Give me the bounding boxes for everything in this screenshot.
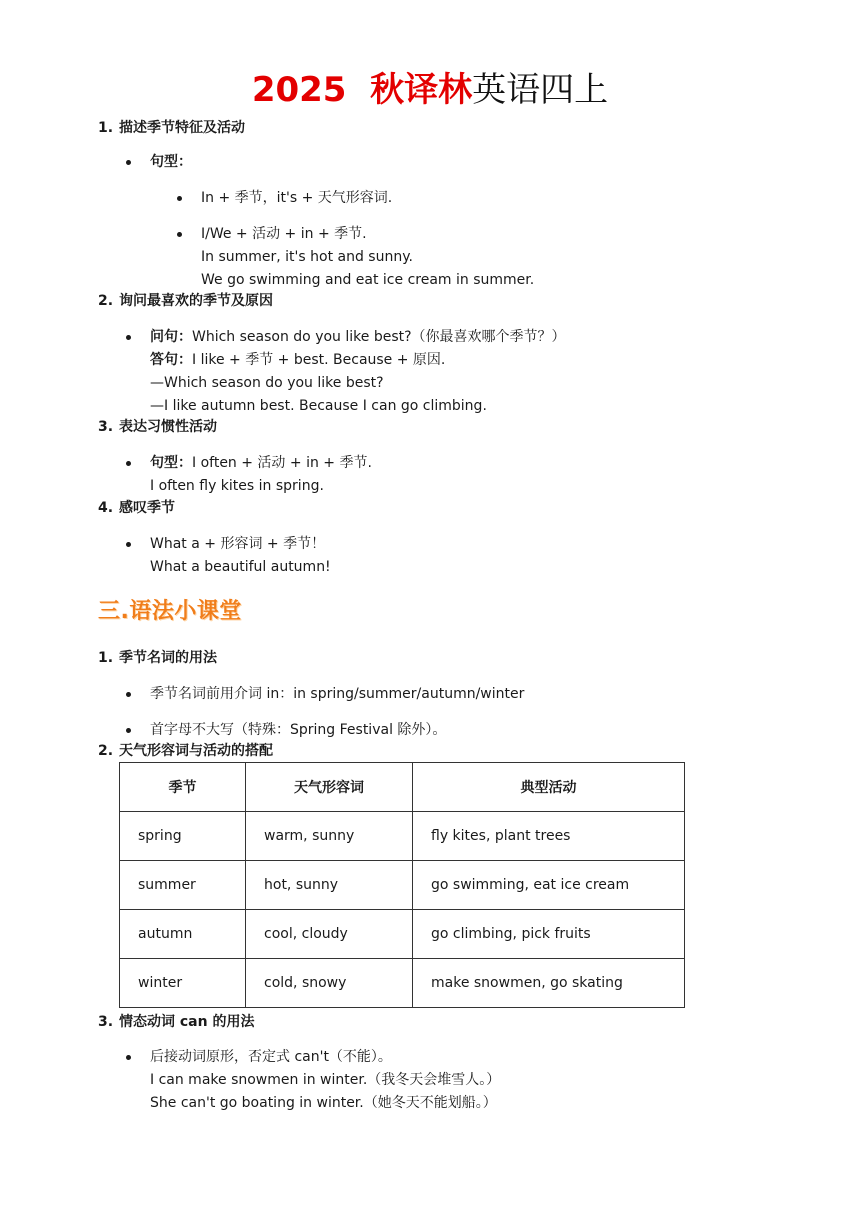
section-2-heading: 2. 询问最喜欢的季节及原因: [98, 293, 273, 309]
rule-line: 后接动词原形，否定式 can't（不能）。: [150, 1049, 392, 1065]
rule-line: 季节名词前用介词 in：in spring/summer/autumn/winter: [150, 686, 525, 702]
section-4-heading: 4. 感叹季节: [98, 500, 175, 516]
table-cell: hot, sunny: [246, 861, 413, 910]
table-row: [120, 910, 685, 959]
bullet-dot: [126, 160, 131, 165]
table-cell: fly kites, plant trees: [413, 812, 685, 861]
example-line: She can't go boating in winter.（她冬天不能划船。）: [150, 1095, 497, 1111]
rule-line: 首字母不大写（特殊：Spring Festival 除外）。: [150, 722, 447, 738]
dialogue-line: —I like autumn best. Because I can go climbing.: [150, 398, 487, 414]
bullet-dot: [177, 232, 182, 237]
grammar-1-heading: 1. 季节名词的用法: [98, 650, 217, 666]
example-line: We go swimming and eat ice cream in summer.: [201, 272, 535, 288]
season-table: [119, 762, 685, 1008]
example-line: What a beautiful autumn!: [150, 559, 331, 575]
table-cell: warm, sunny: [246, 812, 413, 861]
grammar-banner: 三.语法小课堂: [98, 599, 242, 624]
table-cell: spring: [120, 812, 246, 861]
table-header-cell: 天气形容词: [246, 763, 413, 812]
example-line: I often fly kites in spring.: [150, 478, 324, 494]
answer-line: 答句：I like + 季节 + best. Because + 原因.: [150, 352, 446, 368]
grammar-3-heading: 3. 情态动词 can 的用法: [98, 1014, 255, 1030]
table-header-cell: 典型活动: [413, 763, 685, 812]
section-3-heading: 3. 表达习惯性活动: [98, 419, 217, 435]
table-cell: make snowmen, go skating: [413, 959, 685, 1008]
title-subject: 英语四上: [472, 70, 609, 110]
table-cell: autumn: [120, 910, 246, 959]
bullet-dot: [126, 692, 131, 697]
grammar-2-heading: 2. 天气形容词与活动的搭配: [98, 743, 273, 759]
table-row: [120, 861, 685, 910]
dialogue-line: —Which season do you like best?: [150, 375, 384, 391]
bullet-dot: [126, 335, 131, 340]
example-line: I can make snowmen in winter.（我冬天会堆雪人。）: [150, 1072, 501, 1088]
table-header-row: [120, 763, 685, 812]
table-header-cell: 季节: [120, 763, 246, 812]
title-year: 2025: [251, 70, 347, 110]
bullet-dot: [126, 542, 131, 547]
bullet-dot: [177, 196, 182, 201]
pattern-line: What a + 形容词 + 季节！: [150, 536, 326, 552]
example-line: In summer, it's hot and sunny.: [201, 249, 413, 265]
pattern-line: I/We + 活动 + in + 季节.: [201, 226, 367, 242]
table-cell: cold, snowy: [246, 959, 413, 1008]
pattern-line: 句型：I often + 活动 + in + 季节.: [150, 455, 372, 471]
table-cell: summer: [120, 861, 246, 910]
table-cell: go climbing, pick fruits: [413, 910, 685, 959]
table-cell: go swimming, eat ice cream: [413, 861, 685, 910]
table-row: [120, 812, 685, 861]
pattern-label: 句型：: [150, 154, 192, 170]
bullet-dot: [126, 461, 131, 466]
title-brand: 秋译林: [370, 70, 473, 110]
bullet-dot: [126, 728, 131, 733]
bullet-dot: [126, 1055, 131, 1060]
page-title: [0, 66, 860, 114]
section-1-heading: 1. 描述季节特征及活动: [98, 120, 245, 136]
table-cell: winter: [120, 959, 246, 1008]
question-line: 问句：Which season do you like best?（你最喜欢哪个季节？）: [150, 329, 566, 345]
table-row: [120, 959, 685, 1008]
pattern-line: In + 季节，it's + 天气形容词.: [201, 190, 393, 206]
table-cell: cool, cloudy: [246, 910, 413, 959]
